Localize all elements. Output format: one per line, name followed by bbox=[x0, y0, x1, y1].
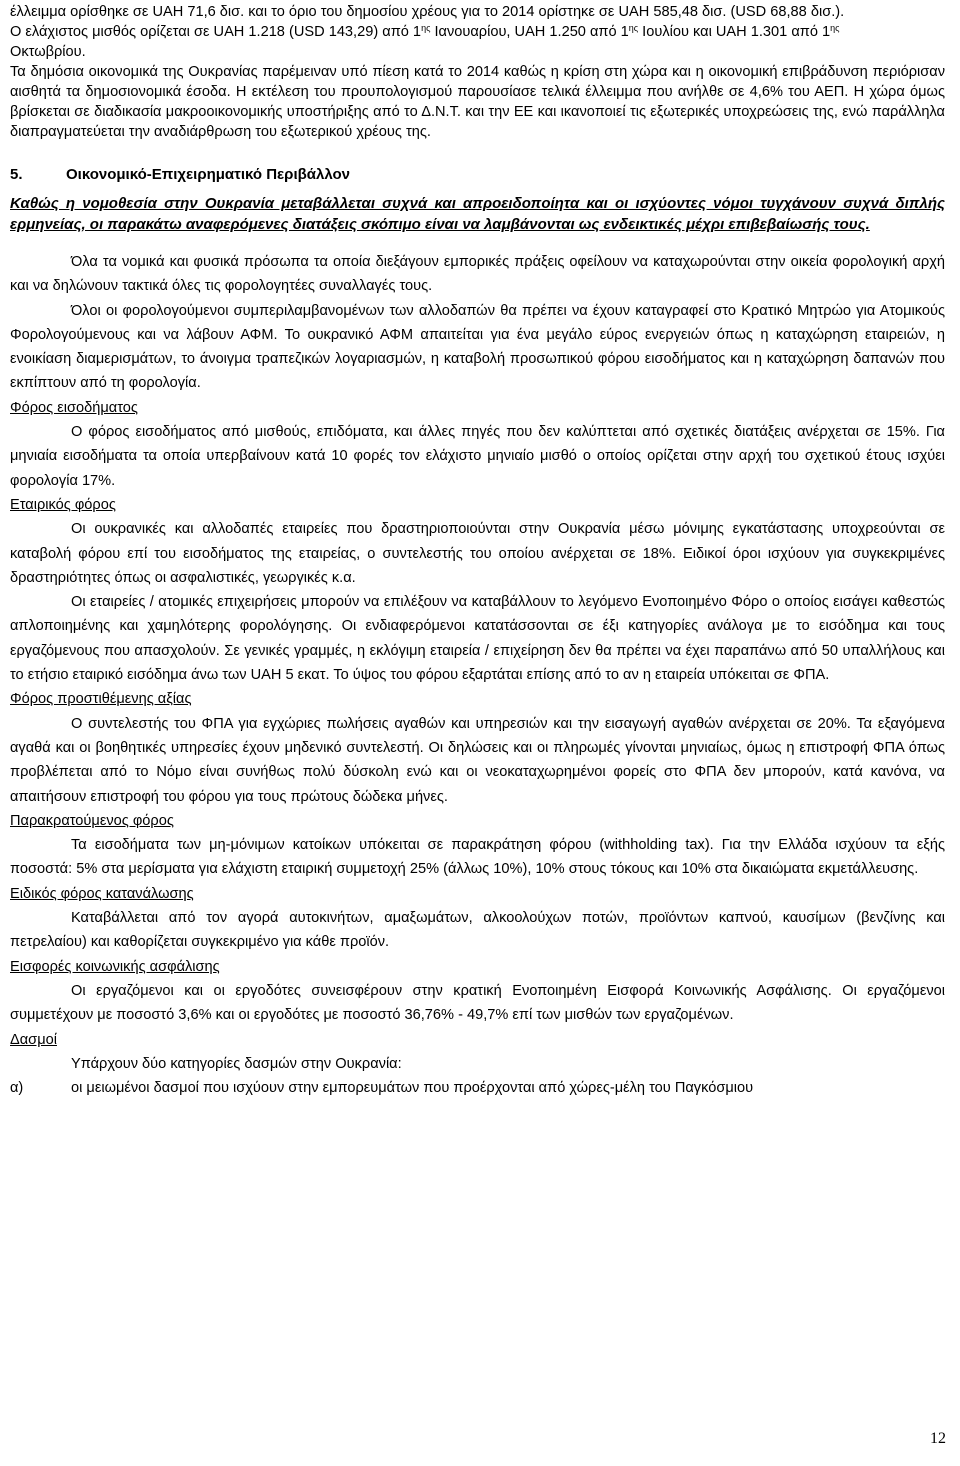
list-item-text: οι μειωμένοι δασμοί που ισχύουν στην εμπορευμάτων που προέρχονται από χώρες-μέλη του Παγκόσμιου bbox=[71, 1080, 754, 1097]
section-number: 5. bbox=[10, 166, 23, 183]
section-title: Οικονομικό-Επιχειρηματικό Περιβάλλον bbox=[66, 166, 350, 183]
subheading-withholding-tax: Παρακρατούμενος φόρος bbox=[10, 812, 174, 829]
subheading-vat: Φόρος προστιθέμενης αξίας bbox=[10, 691, 192, 708]
text-line: Ιανουαρίου, UAH 1.250 από 1 bbox=[430, 24, 629, 40]
paragraph-registration: Όλα τα νομικά και φυσικά πρόσωπα τα οποία διεξάγουν εμπορικές πράξεις οφείλουν να καταχωρούνται στην οικεία φορολογική αρχή και να δηλώνουν τακτικά όλες τις φορολογητέες συναλλαγές τους. bbox=[10, 254, 945, 295]
superscript: ης bbox=[628, 23, 639, 33]
text-line: Οκτωβρίου. bbox=[10, 44, 86, 60]
superscript: ης bbox=[421, 23, 431, 33]
subheading-customs: Δασμοί bbox=[10, 1031, 57, 1048]
text-line: Ο ελάχιστος μισθός ορίζεται σε UAH 1.218 (USD 143,29) από 1 bbox=[10, 24, 422, 40]
subheading-social-security: Εισφορές κοινωνικής ασφάλισης bbox=[10, 958, 220, 975]
document-page bbox=[10, 0, 945, 1100]
list-item bbox=[10, 1076, 945, 1100]
subheading-income-tax: Φόρος εισοδήματος bbox=[10, 399, 138, 416]
page-number: 12 bbox=[930, 1430, 946, 1447]
paragraph-customs: Υπάρχουν δύο κατηγορίες δασμών στην Ουκρανία: bbox=[71, 1055, 402, 1072]
list-item-label: α) bbox=[10, 1080, 24, 1097]
top-text-block bbox=[10, 2, 945, 142]
paragraph-taxpayers: Όλοι οι φορολογούμενοι συμπεριλαμβανομένων των αλλοδαπών θα πρέπει να έχουν καταγραφεί στο Κρατικό Μητρώο για Ατομικούς Φορολογούμενους και να λάβουν ΑΦΜ. Το ουκρανικό ΑΦΜ απαιτείται για ένα μεγάλο εύρος ενεργειών όπως η καταχώρηση εταιρειών, η ενοικίαση διαμερισμάτων, το άνοιγμα τραπεζικών λογαριασμών, η καταβολή προσωπικού φόρου εισοδήματος και η καταχώρηση δαπανών που εκπίπτουν από τη φορολογία. bbox=[10, 302, 945, 392]
text-line: Ιουλίου και UAH 1.301 από 1 bbox=[638, 24, 831, 40]
paragraph-corporate-tax: Οι ουκρανικές και αλλοδαπές εταιρείες που δραστηριοποιούνται στην Ουκρανία μέσω μόνιμης εγκατάστασης υποχρεούνται σε καταβολή φόρου επί του εισοδήματος της εταιρείας, ο συντελεστής του οποίου ανέρχεται σε 18%. Ειδικοί όροι ισχύουν για συγκεκριμένες δραστηριότητες όπως οι ασφαλιστικές, γεωργικές κ.α. bbox=[10, 521, 945, 586]
paragraph-vat: Ο συντελεστής του ΦΠΑ για εγχώριες πωλήσεις αγαθών και υπηρεσιών και την εισαγωγή αγαθών ανέρχεται σε 20%. Τα εξαγόμενα αγαθά και οι βοηθητικές υπηρεσίες έχουν μηδενικό συντελεστή. Οι δηλώσεις και οι πληρωμές γίνονται μηνιαίως, όμως η επιστροφή ΦΠΑ όπως προβλέπεται από το Νόμο είναι συνήθως πολύ δύσκολη ενώ και οι νεοκαταχωρημένοι φορείς στο ΦΠΑ δεν μπορούν, κατά κανόνα, να απαιτήσουν επιστροφή του φόρου για τους πρώτους δώδεκα μήνες. bbox=[10, 715, 945, 805]
text-line: έλλειμμα ορίσθηκε σε UAH 71,6 δισ. και το όριο του δημοσίου χρέους για το 2014 ορίστηκε σε UAH 585,48 δισ. (USD 68,88 δισ.). bbox=[10, 4, 845, 20]
paragraph-withholding-tax: Τα εισοδήματα των μη-μόνιμων κατοίκων υπόκειται σε παρακράτηση φόρου (withholding tax). Για την Ελλάδα ισχύουν τα εξής ποσοστά: 5% στα μερίσματα για ελάχιστη εταιρική συμμετοχή 25% (άλλως 10%), 10% στους τόκους και 10% στα δικαιώματα εκμετάλλευσης. bbox=[10, 837, 945, 878]
paragraph-income-tax: Ο φόρος εισοδήματος από μισθούς, επιδόματα, και άλλες πηγές που δεν καλύπτεται από σχετικές διατάξεις ανέρχεται σε 15%. Για μηνιαία εισοδήματα τα οποία υπερβαίνουν κατά 10 φορές τον ελάχιστο μηνιαίο μισθό ο οποίος ορίζεται στην αρχή του σχετικού έτους ισχύει φορολογία 17%. bbox=[10, 424, 945, 489]
paragraph-deficit bbox=[10, 2, 945, 62]
paragraph-social-security: Οι εργαζόμενοι και οι εργοδότες συνεισφέρουν στην κρατική Ενοποιημένη Εισφορά Κοινωνικής Ασφάλισης. Οι εργαζόμενοι συμμετέχουν με ποσοστό 3,6% και οι εργοδότες με ποσοστό 36,76% - 49,7% επί των μισθών των εργαζομένων. bbox=[10, 982, 945, 1024]
subheading-corporate-tax: Εταιρικός φόρος bbox=[10, 496, 116, 513]
section-body bbox=[10, 250, 945, 1100]
superscript: ης bbox=[830, 23, 840, 33]
section-intro-disclaimer: Καθώς η νομοθεσία στην Ουκρανία μεταβάλλεται συχνά και απροειδοποίητα και οι ισχύοντες νόμοι τυγχάνουν συχνά διπλής ερμηνείας, οι παρακάτω αναφερόμενες διατάξεις σκόπιμο είναι να λαμβάνονται ως ενδεικτικές μέχρι επιβεβαίωσής τους. bbox=[10, 195, 945, 233]
paragraph-public-finances: Τα δημόσια οικονομικά της Ουκρανίας παρέμειναν υπό πίεση κατά το 2014 καθώς η κρίση στη χώρα και η οικονομική επιβράδυνση περιόρισαν αισθητά τα δημοσιονομικά έσοδα. Η εκτέλεση του προυπολογισμού παρουσίασε τελικά έλλειμμα που ανήλθε σε 4,6% του ΑΕΠ. Η χώρα όμως βρίσκεται σε διαδικασία μακροοικονομικής υποστήριξης από το Δ.Ν.Τ. και την ΕΕ και ικανοποιεί τις εξωτερικές υποχρεώσεις της, ενώ παράλληλα διαπραγματεύεται την αναδιάρθρωση του εξωτερικού χρέους της. bbox=[10, 64, 945, 140]
paragraph-excise-tax: Καταβάλλεται από τον αγορά αυτοκινήτων, αμαξωμάτων, αλκοολούχων ποτών, προϊόντων καπνού, καυσίμων (βενζίνης και πετρελαίου) και καθορίζεται συγκεκριμένο για κάθε προϊόν. bbox=[10, 910, 945, 951]
subheading-excise-tax: Ειδικός φόρος κατανάλωσης bbox=[10, 885, 194, 902]
paragraph-unified-tax: Οι εταιρείες / ατομικές επιχειρήσεις μπορούν να επιλέξουν να καταβάλλουν το λεγόμενο Ενοποιημένο Φόρο ο οποίος εισάγει καθεστώς απλοποιημένης και χαμηλότερης φορολόγησης. Οι ενδιαφερόμενοι κατατάσσονται σε έξι κατηγορίες ανάλογα με το εισόδημα και τους εργαζόμενους που απασχολούν. Σε γενικές γραμμές, η εκλόγιμη εταιρεία / επιχείρηση δεν θα πρέπει να έχει παραπάνω από 50 υπαλλήλους και το ετήσιο εταιρικό εισόδημα άνω των UAH 5 εκατ. Το ύψος του φόρου εξαρτάται επίσης από το αν η εταιρεία υπόκειται σε ΦΠΑ. bbox=[10, 594, 945, 684]
section-heading bbox=[10, 165, 945, 185]
